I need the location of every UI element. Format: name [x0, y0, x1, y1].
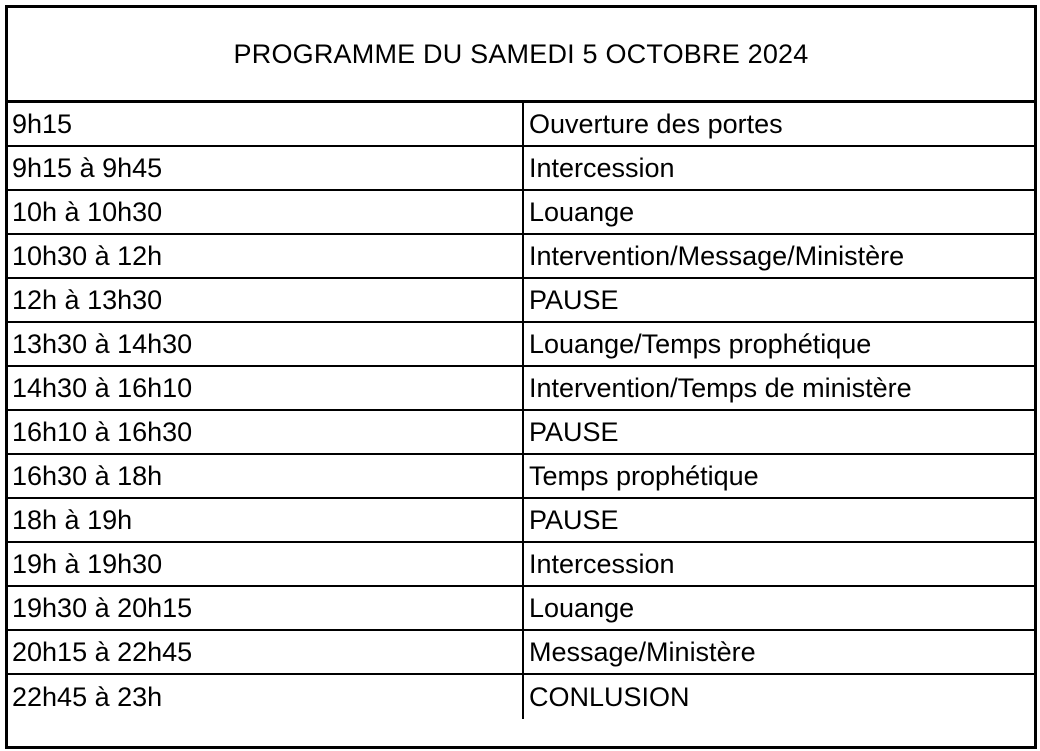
- activity-cell: PAUSE: [529, 504, 619, 535]
- table-row: [8, 235, 1034, 279]
- time-cell: 19h à 19h30: [8, 543, 524, 585]
- activity-cell: Intercession: [529, 152, 675, 183]
- activity-cell: CONLUSION: [529, 681, 690, 712]
- time-cell: 9h15 à 9h45: [8, 147, 524, 189]
- activity-cell: Intervention/Message/Ministère: [529, 240, 905, 271]
- activity-cell: Louange/Temps prophétique: [529, 328, 872, 359]
- table-row: [8, 367, 1034, 411]
- time-cell: 14h30 à 16h10: [8, 367, 524, 409]
- time-cell: 9h15: [8, 103, 524, 145]
- activity-cell: PAUSE: [529, 416, 619, 447]
- table-row: [8, 499, 1034, 543]
- table-row: [8, 103, 1034, 147]
- time-cell: 20h15 à 22h45: [8, 631, 524, 673]
- time-cell: 19h30 à 20h15: [8, 587, 524, 629]
- schedule-table: [5, 5, 1037, 749]
- table-row: [8, 675, 1034, 719]
- activity-cell: PAUSE: [529, 284, 619, 315]
- time-cell: 16h30 à 18h: [8, 455, 524, 497]
- schedule-rows: [8, 103, 1034, 719]
- schedule-title: PROGRAMME DU SAMEDI 5 OCTOBRE 2024: [8, 8, 1034, 103]
- time-cell: 18h à 19h: [8, 499, 524, 541]
- time-cell: 22h45 à 23h: [8, 675, 524, 719]
- table-row: [8, 631, 1034, 675]
- table-row: [8, 279, 1034, 323]
- activity-cell: Temps prophétique: [529, 460, 759, 491]
- table-row: [8, 323, 1034, 367]
- activity-cell: Intervention/Temps de ministère: [529, 372, 912, 403]
- table-row: [8, 191, 1034, 235]
- activity-cell: Intercession: [529, 548, 675, 579]
- activity-cell: Message/Ministère: [529, 636, 756, 667]
- time-cell: 10h30 à 12h: [8, 235, 524, 277]
- table-row: [8, 411, 1034, 455]
- activity-cell: Louange: [529, 592, 635, 623]
- time-cell: 10h à 10h30: [8, 191, 524, 233]
- table-row: [8, 587, 1034, 631]
- activity-cell: Ouverture des portes: [529, 108, 783, 139]
- time-cell: 13h30 à 14h30: [8, 323, 524, 365]
- table-row: [8, 147, 1034, 191]
- activity-cell: Louange: [529, 196, 635, 227]
- table-row: [8, 543, 1034, 587]
- table-row: [8, 455, 1034, 499]
- time-cell: 12h à 13h30: [8, 279, 524, 321]
- time-cell: 16h10 à 16h30: [8, 411, 524, 453]
